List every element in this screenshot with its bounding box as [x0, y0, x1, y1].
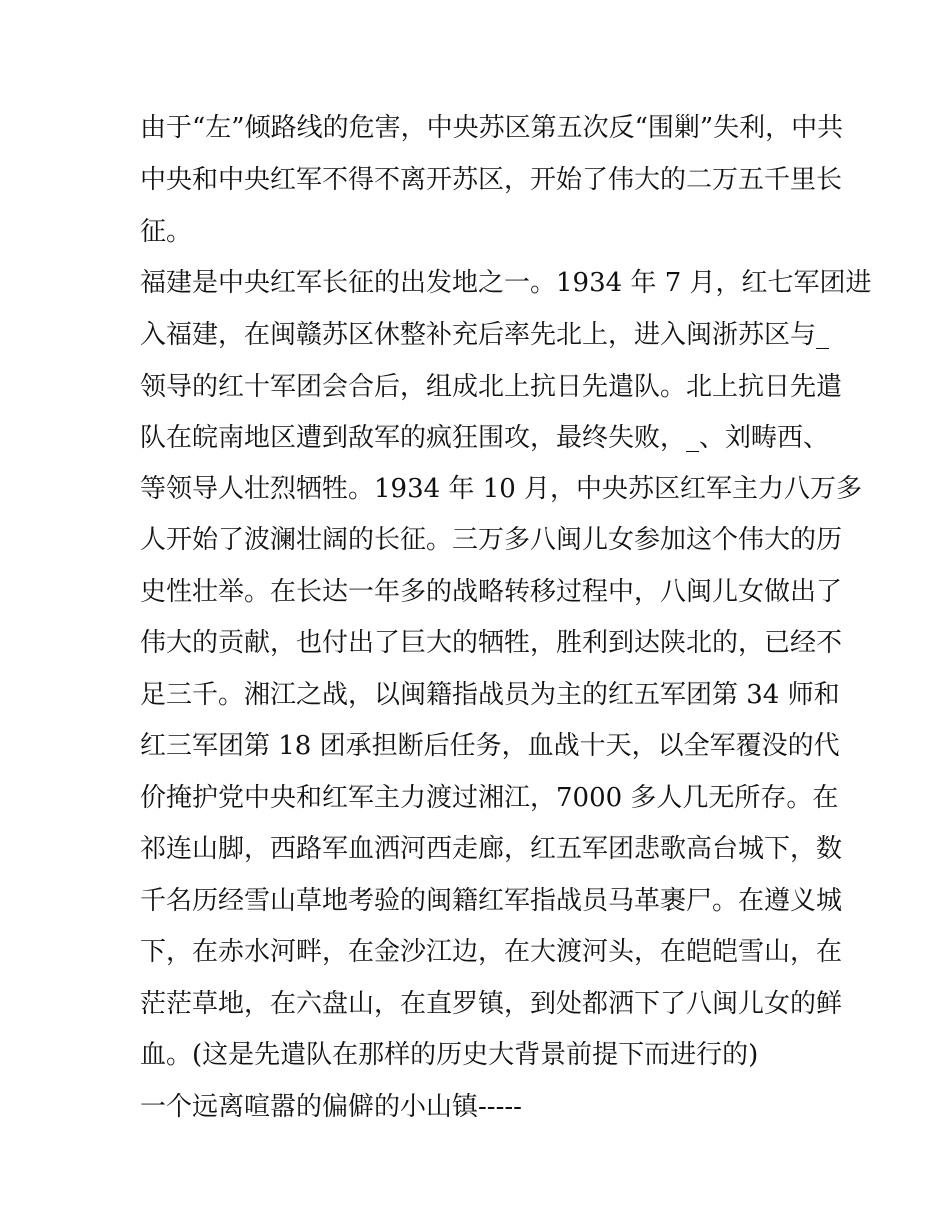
text-line: 价掩护党中央和红军主力渡过湘江，7000 多人几无所存。在 [140, 783, 839, 813]
text-line: 茫茫草地，在六盘山，在直罗镇，到处都洒下了八闽儿女的鲜 [140, 989, 843, 1019]
text-line: 足三千。湘江之战，以闽籍指战员为主的红五军团第 34 师和 [140, 680, 840, 710]
text-line: 征。 [140, 217, 193, 247]
text-line: 人开始了波澜壮阔的长征。三万多八闽儿女参加这个伟大的历 [140, 525, 843, 555]
text-line: 福建是中央红军长征的出发地之一。1934 年 7 月，红七军团进 [140, 268, 872, 298]
text-line: 血。(这是先遣队在那样的历史大背景前提下而进行的) [140, 1040, 759, 1070]
text-line: 红三军团第 18 团承担断后任务，血战十天，以全军覆没的代 [140, 731, 840, 761]
text-line: 千名历经雪山草地考验的闽籍红军指战员马革裹尸。在遵义城 [140, 886, 843, 916]
text-line: 中央和中央红军不得不离开苏区，开始了伟大的二万五千里长 [140, 165, 843, 195]
text-line: 祁连山脚，西路军血洒河西走廊，红五军团悲歌高台城下，数 [140, 834, 843, 864]
text-line: 由于“左”倾路线的危害，中央苏区第五次反“围剿”失利，中共 [140, 113, 844, 143]
text-line: 伟大的贡献，也付出了巨大的牺牲，胜利到达陕北的，已经不 [140, 628, 843, 658]
text-line: 入福建，在闽赣苏区休整补充后率先北上，进入闽浙苏区与_ [140, 320, 830, 350]
text-line: 等领导人壮烈牺牲。1934 年 10 月，中央苏区红军主力八万多 [140, 474, 863, 504]
text-line: 队在皖南地区遭到敌军的疯狂围攻，最终失败，_、刘畴西、 [140, 423, 830, 453]
text-line: 一个远离喧嚣的偏僻的小山镇----- [140, 1092, 522, 1122]
text-line: 史性壮举。在长达一年多的战略转移过程中，八闽儿女做出了 [140, 577, 843, 607]
text-line: 领导的红十军团会合后，组成北上抗日先遣队。北上抗日先遣 [140, 372, 843, 402]
text-line: 下，在赤水河畔，在金沙江边，在大渡河头，在皑皑雪山，在 [140, 937, 843, 967]
